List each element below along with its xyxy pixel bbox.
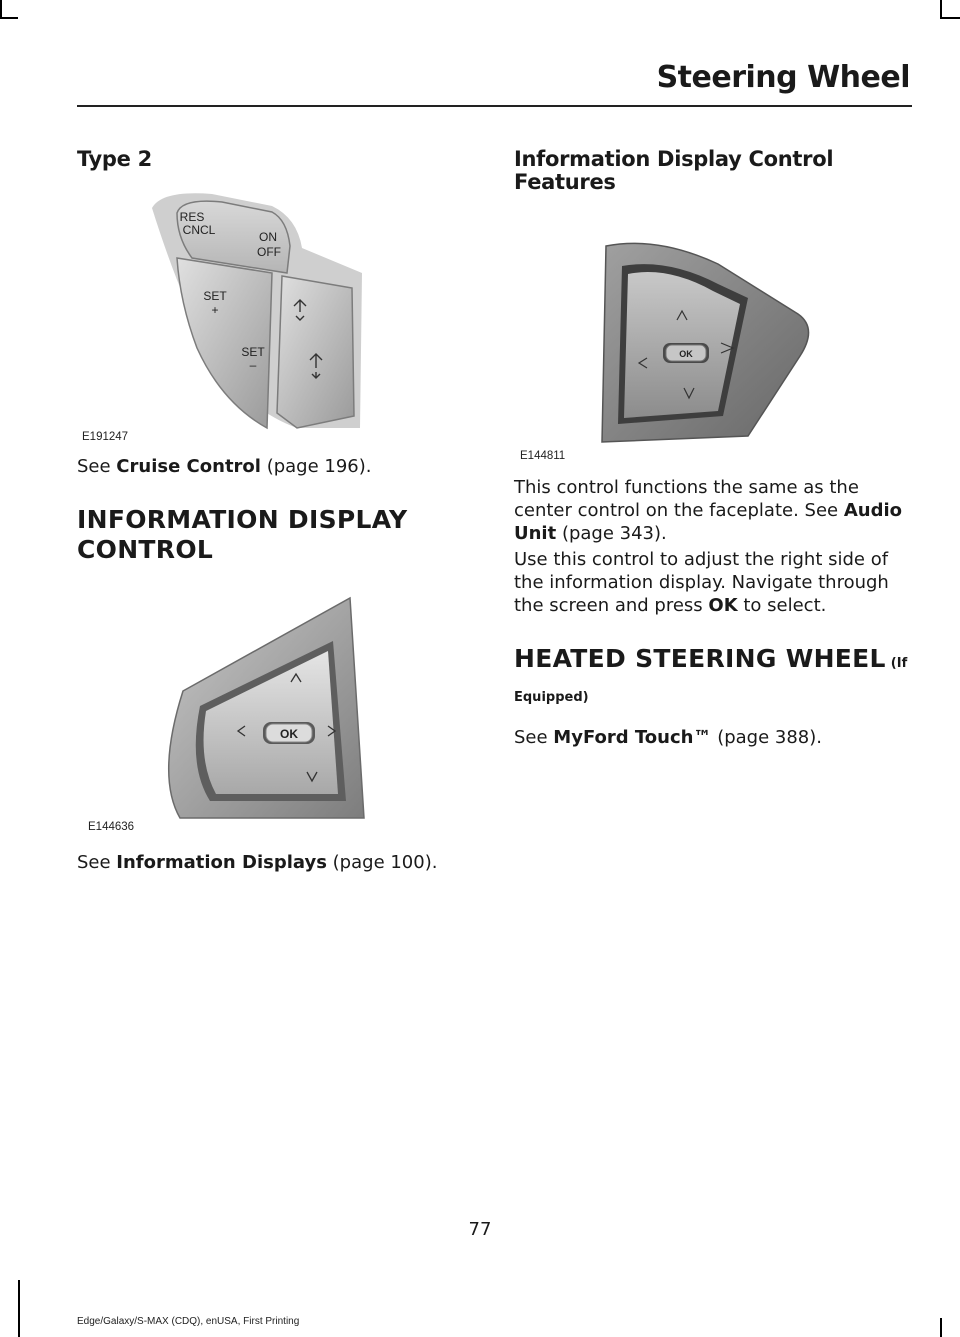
cruise-control-link[interactable]: Cruise Control xyxy=(116,456,261,477)
info-display-control-figure xyxy=(88,596,378,836)
set-minus-label: SET xyxy=(241,345,265,359)
info-display-features-figure xyxy=(518,236,818,464)
off-label: OFF xyxy=(257,245,281,259)
res-label: RES xyxy=(179,210,205,224)
audio-unit-link-cont[interactable]: Unit xyxy=(514,523,557,544)
section-heading: INFORMATION DISPLAY CONTROL xyxy=(77,505,408,564)
figure-code: E144811 xyxy=(520,450,566,462)
figure-code: E144636 xyxy=(88,821,135,833)
ok-button-label: OK xyxy=(280,727,298,741)
faceplate-paragraph: This control functions the same as the center control on the faceplate. See Audio Unit (page 343). xyxy=(514,477,902,544)
usage-paragraph: Use this control to adjust the right side of the information display. Navigate through the screen and press OK to select. xyxy=(514,549,889,616)
type2-heading: Type 2 xyxy=(77,147,152,171)
page-number: 77 xyxy=(468,1219,492,1240)
ok-text: OK xyxy=(708,595,738,616)
see-cruise-control: See Cruise Control (page 196). xyxy=(77,456,372,477)
crop-mark xyxy=(940,17,960,19)
figure-code: E191247 xyxy=(82,431,129,443)
cncl-label: CNCL xyxy=(182,223,216,237)
cruise-control-figure xyxy=(82,188,372,446)
crop-mark xyxy=(18,1280,20,1337)
printing-note: Edge/Galaxy/S-MAX (CDQ), enUSA, First Printing xyxy=(77,1316,300,1327)
header-divider xyxy=(77,105,912,107)
crop-mark xyxy=(0,0,2,18)
heated-steering-heading: HEATED STEERING WHEEL (If Equipped) xyxy=(514,644,908,705)
set-plus-label: SET xyxy=(203,289,227,303)
minus-label: – xyxy=(249,358,257,372)
see-myford-touch: See MyFord Touch™ (page 388). xyxy=(514,727,822,748)
myford-touch-link[interactable]: MyFord Touch™ xyxy=(553,727,712,748)
crop-mark xyxy=(940,0,942,18)
crop-mark xyxy=(940,1318,942,1337)
ok-button-label: OK xyxy=(679,349,693,359)
info-displays-link[interactable]: Information Displays xyxy=(116,852,327,873)
crop-mark xyxy=(0,17,18,19)
plus-label: + xyxy=(211,303,219,317)
audio-unit-link[interactable]: Audio xyxy=(843,500,902,521)
on-label: ON xyxy=(259,230,277,244)
see-info-displays: See Information Displays (page 100). xyxy=(77,852,438,873)
page-title: Steering Wheel xyxy=(656,60,910,95)
features-heading: Information Display Control Features xyxy=(514,147,834,194)
